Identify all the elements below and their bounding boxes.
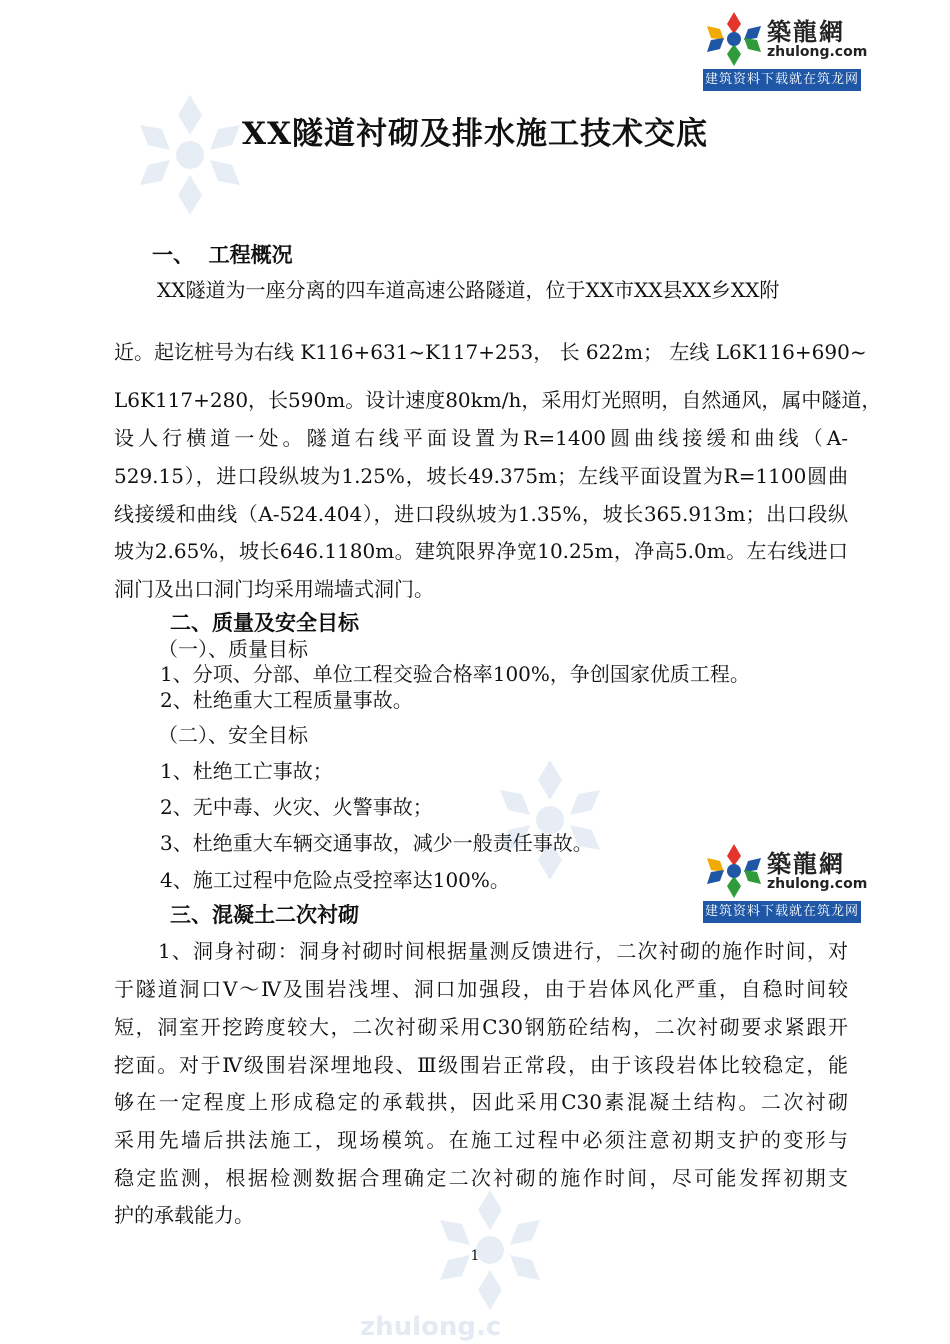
paragraph-line: 护的承载能力。 — [114, 1203, 254, 1227]
paragraph-line: 于隧道洞口Ⅴ～Ⅳ及围岩浅埋、洞口加强段，由于岩体风化严重，自稳时间较 — [114, 977, 848, 1001]
subsection-heading: （一）、质量目标 — [158, 637, 308, 661]
paragraph-line: 529.15），进口段纵坡为1.25%，坡长49.375m；左线平面设置为R=1100圆曲 — [114, 464, 848, 488]
paragraph-line: 采用先墙后拱法施工，现场模筑。在施工过程中必须注意初期支护的变形与 — [114, 1128, 848, 1152]
logo-site: zhulong.com — [767, 44, 868, 60]
paragraph-line: L6K117+280，长590m。设计速度80km/h，采用灯光照明，自然通风，属中隧道， — [114, 388, 882, 412]
document-title: XX隧道衬砌及排水施工技术交底 — [241, 116, 709, 152]
list-item: 1、分项、分部、单位工程交验合格率100%，争创国家优质工程。 — [160, 662, 750, 686]
list-item: 4、施工过程中危险点受控率达100%。 — [160, 868, 510, 892]
paragraph-line: 稳定监测，根据检测数据合理确定二次衬砌的施作时间，尽可能发挥初期支 — [114, 1166, 848, 1190]
watermark-text: zhulong.c — [360, 1312, 502, 1342]
zhulong-snowflake-icon — [707, 844, 761, 898]
logo-name: 築龍網 — [767, 849, 845, 878]
paragraph-line: 短，洞室开挖跨度较大，二次衬砌采用C30钢筋砼结构，二次衬砌要求紧跟开 — [114, 1015, 848, 1039]
paragraph-line: 坡为2.65%，坡长646.1180m。建筑限界净宽10.25m，净高5.0m。左右线进口 — [114, 539, 848, 563]
section-heading: 一、 工程概况 — [152, 243, 293, 267]
logo-name: 築龍網 — [767, 17, 845, 46]
list-item: 3、杜绝重大车辆交通事故，减少一般责任事故。 — [160, 831, 593, 855]
logo-slogan: 建筑资料下载就在筑龙网 — [703, 69, 861, 91]
logo-slogan: 建筑资料下载就在筑龙网 — [703, 901, 861, 923]
list-item: 1、杜绝工亡事故； — [160, 759, 333, 783]
zhulong-logo — [703, 6, 868, 92]
section-heading: 三、混凝土二次衬砌 — [170, 903, 359, 927]
paragraph-line: 设人行横道一处。隧道右线平面设置为R=1400圆曲线接缓和曲线（A- — [114, 426, 848, 450]
paragraph-line: 挖面。对于Ⅳ级围岩深埋地段、Ⅲ级围岩正常段，由于该段岩体比较稳定，能 — [114, 1053, 848, 1077]
paragraph-line: 够在一定程度上形成稳定的承载拱，因此采用C30素混凝土结构。二次衬砌 — [114, 1090, 848, 1114]
list-item: 2、无中毒、火灾、火警事故； — [160, 795, 433, 819]
zhulong-logo — [703, 838, 868, 924]
list-item: 2、杜绝重大工程质量事故。 — [160, 688, 413, 712]
watermark-snowflake-icon — [500, 760, 600, 880]
page-number: 1 — [470, 1248, 480, 1264]
logo-site: zhulong.com — [767, 876, 868, 892]
paragraph-line: 线接缓和曲线（A-524.404），进口段纵坡为1.35%，坡长365.913m；出口段纵 — [114, 502, 848, 526]
subsection-heading: （二）、安全目标 — [158, 723, 308, 747]
section-heading: 二、质量及安全目标 — [170, 611, 359, 635]
paragraph-line: 近。起讫桩号为右线 K116+631~K117+253， 长 622m； 左线 L6K116+690~ — [114, 340, 867, 364]
zhulong-snowflake-icon — [707, 12, 761, 66]
paragraph-line: 1、洞身衬砌：洞身衬砌时间根据量测反馈进行，二次衬砌的施作时间，对 — [158, 939, 848, 963]
paragraph-line: 洞门及出口洞门均采用端墙式洞门。 — [114, 577, 434, 601]
paragraph-line: XX隧道为一座分离的四车道高速公路隧道，位于XX市XX县XX乡XX附 — [157, 278, 780, 302]
